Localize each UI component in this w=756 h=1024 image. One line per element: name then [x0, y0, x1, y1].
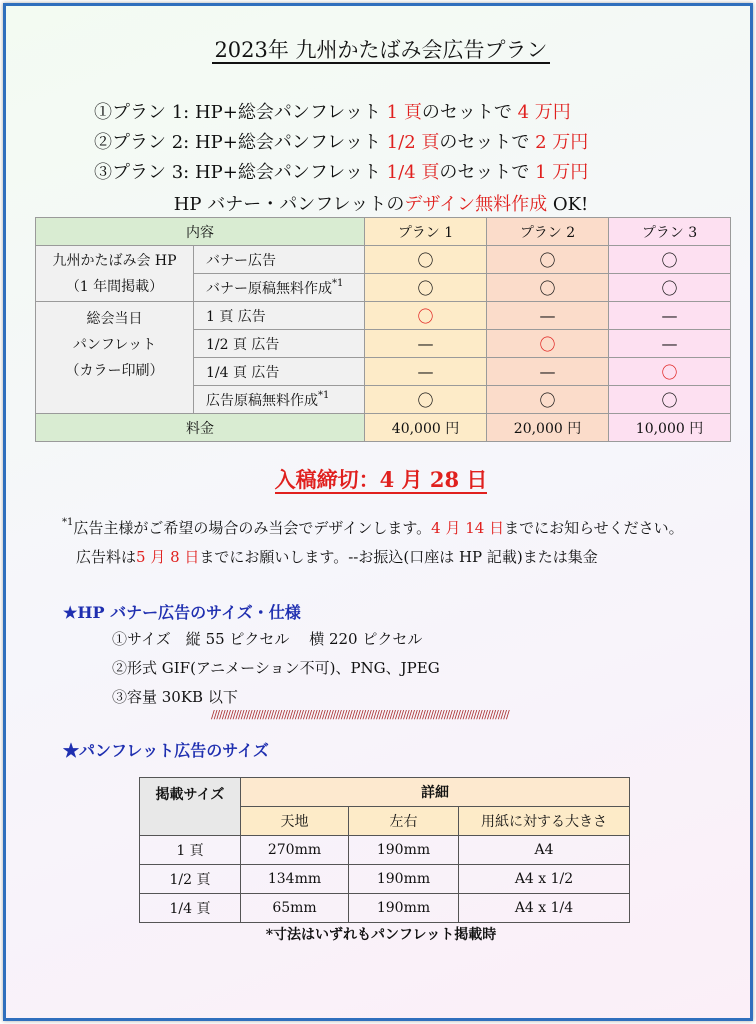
- width-cell: 190mm: [349, 865, 459, 894]
- divider: //////////////////////////////////////////////////////////////////////////////////////////////////////////////: [211, 708, 509, 721]
- cell-mark: 〇: [609, 246, 731, 274]
- group-hp: 九州かたばみ会 HP （1 年間掲載）: [36, 246, 194, 302]
- paper-cell: A4: [459, 836, 630, 865]
- cell-mark: —: [609, 330, 731, 358]
- row-label: 1/2 頁 広告: [194, 330, 365, 358]
- cell-mark: 〇: [365, 246, 487, 274]
- header-content: 内容: [36, 218, 365, 246]
- pamphlet-section-heading: ★パンフレット広告のサイズ: [63, 741, 269, 760]
- banner-spec: ③容量 30KB 以下: [112, 688, 238, 706]
- design-free-line: HP バナー・パンフレットのデザイン無料作成 OK!: [173, 194, 589, 215]
- height-cell: 134mm: [241, 865, 349, 894]
- group-pamphlet: 総会当日 パンフレット （カラー印刷）: [36, 302, 194, 414]
- row-label: バナー広告: [194, 246, 365, 274]
- table-row: [140, 836, 630, 865]
- size-cell: 1 頁: [140, 836, 241, 865]
- cell-mark: 〇: [487, 330, 609, 358]
- table-row: [140, 865, 630, 894]
- header-plan-2: プラン 2: [487, 218, 609, 246]
- cell-mark: 〇: [609, 358, 731, 386]
- size-cell: 1/2 頁: [140, 865, 241, 894]
- note-payment: 広告料は5 月 8 日までにお願いします。--お振込(口座は HP 記載)または集金: [76, 548, 598, 566]
- row-label: バナー原稿無料作成$^{*1}$: [194, 274, 365, 302]
- row-label: 1 頁 広告: [194, 302, 365, 330]
- cell-mark: —: [609, 302, 731, 330]
- cell-mark: 〇: [365, 302, 487, 330]
- plan-line-1: ①プラン 1: HP+総会パンフレット 1 頁のセットで 4 万円: [94, 102, 571, 123]
- header-paper: 用紙に対する大きさ: [459, 807, 630, 836]
- header-width: 左右: [349, 807, 459, 836]
- fee-plan-2: 20,000 円: [487, 414, 609, 442]
- header-plan-1: プラン 1: [365, 218, 487, 246]
- width-cell: 190mm: [349, 836, 459, 865]
- height-cell: 270mm: [241, 836, 349, 865]
- banner-spec: ②形式 GIF(アニメーション不可)、PNG、JPEG: [112, 659, 440, 677]
- height-cell: 65mm: [241, 894, 349, 923]
- size-cell: 1/4 頁: [140, 894, 241, 923]
- header-size: 掲載サイズ: [140, 778, 241, 836]
- cell-mark: 〇: [365, 386, 487, 414]
- fee-plan-3: 10,000 円: [609, 414, 731, 442]
- banner-section-heading: ★HP バナー広告のサイズ・仕様: [63, 603, 301, 622]
- table-row: [140, 894, 630, 923]
- footnote: *寸法はいずれもパンフレット掲載時: [265, 927, 497, 943]
- fee-plan-1: 40,000 円: [365, 414, 487, 442]
- header-height: 天地: [241, 807, 349, 836]
- cell-mark: 〇: [365, 274, 487, 302]
- banner-spec: ①サイズ 縦 55 ピクセル 横 220 ピクセル: [112, 630, 423, 648]
- plan-line-2: ②プラン 2: HP+総会パンフレット 1/2 頁のセットで 2 万円: [94, 132, 589, 153]
- paper-cell: A4 x 1/4: [459, 894, 630, 923]
- row-label: 1/4 頁 広告: [194, 358, 365, 386]
- cell-mark: 〇: [487, 274, 609, 302]
- cell-mark: —: [365, 358, 487, 386]
- cell-mark: —: [487, 358, 609, 386]
- paper-cell: A4 x 1/2: [459, 865, 630, 894]
- row-label: 広告原稿無料作成$^{*1}$: [194, 386, 365, 414]
- fee-label: 料金: [36, 414, 365, 442]
- cell-mark: 〇: [487, 246, 609, 274]
- flyer: [3, 3, 753, 1021]
- note-design: $^{*1}$広告主様がご希望の場合のみ当会でデザインします。4 月 14 日までにお知らせください。: [62, 517, 684, 537]
- plan-line-3: ③プラン 3: HP+総会パンフレット 1/4 頁のセットで 1 万円: [94, 162, 589, 183]
- cell-mark: 〇: [487, 386, 609, 414]
- plan-comparison-table: [35, 217, 731, 442]
- pamphlet-size-table: [139, 777, 630, 923]
- deadline: 入稿締切：4 月 28 日: [274, 467, 488, 492]
- cell-mark: 〇: [609, 274, 731, 302]
- page-title: 2023年 九州かたばみ会広告プラン: [214, 38, 548, 62]
- header-detail: 詳細: [241, 778, 630, 807]
- cell-mark: 〇: [609, 386, 731, 414]
- cell-mark: —: [365, 330, 487, 358]
- cell-mark: —: [487, 302, 609, 330]
- width-cell: 190mm: [349, 894, 459, 923]
- header-plan-3: プラン 3: [609, 218, 731, 246]
